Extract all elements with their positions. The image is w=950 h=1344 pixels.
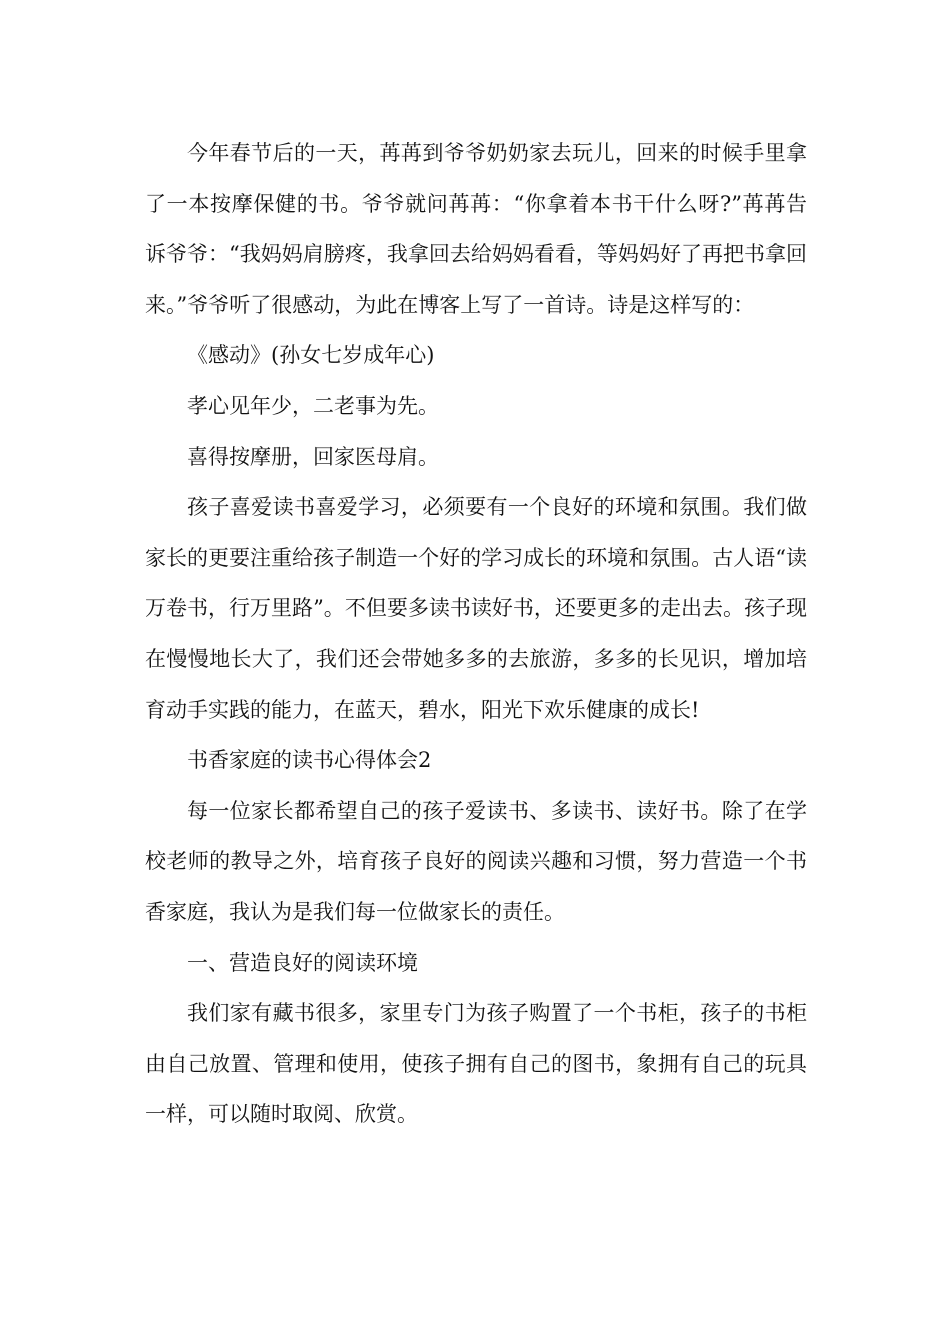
poem-title: 《感动》(孙女七岁成年心) <box>187 343 435 368</box>
paragraph-environment: 孩子喜爱读书喜爱学习，必须要有一个良好的环境和氛围。我们做家长的更要注重给孩子制造一个好的学习成长的环境和氛围。古人语“读万卷书，行万里路”。不但要多读书读好书，还要更多的走出去。孩子现在慢慢地长大了，我们还会带她多多的去旅游，多多的长见识，增加培育动手实践的能力，在蓝天，碧水，阳光下欢乐健康的成长! <box>145 495 807 722</box>
poem-line-2: 喜得按摩册，回家医母肩。 <box>187 444 439 469</box>
poem-line-1: 孝心见年少，二老事为先。 <box>187 393 439 418</box>
section-heading-2: 书香家庭的读书心得体会2 <box>187 748 432 773</box>
paragraph-bookcase: 我们家有藏书很多，家里专门为孩子购置了一个书柜，孩子的书柜由自己放置、管理和使用，使孩子拥有自己的图书，象拥有自己的玩具一样，可以随时取阅、欣赏。 <box>145 1001 807 1127</box>
paragraph-parents-hope: 每一位家长都希望自己的孩子爱读书、多读书、读好书。除了在学校老师的教导之外，培育孩子良好的阅读兴趣和习惯，努力营造一个书香家庭，我认为是我们每一位做家长的责任。 <box>145 798 807 924</box>
paragraph-story: 今年春节后的一天，苒苒到爷爷奶奶家去玩儿，回来的时候手里拿了一本按摩保健的书。爷爷就问苒苒：“你拿着本书干什么呀?”苒苒告诉爷爷：“我妈妈肩膀疼，我拿回去给妈妈看看，等妈妈好了再把书拿回来。”爷爷听了很感动，为此在博客上写了一首诗。诗是这样写的： <box>145 141 807 317</box>
subheading-reading-environment: 一、营造良好的阅读环境 <box>187 950 418 975</box>
document-body <box>145 128 807 1140</box>
